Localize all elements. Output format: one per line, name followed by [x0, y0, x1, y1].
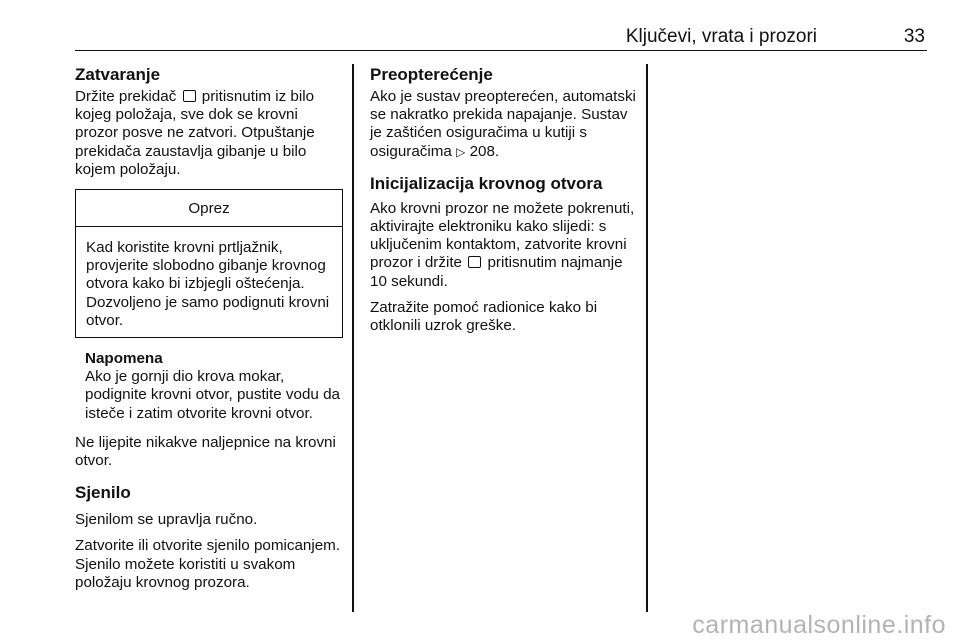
overload-ref: 208. — [469, 142, 500, 160]
overload-text — [370, 88, 642, 161]
sunblind-text-2: Zatvorite ili otvorite sjenilo pomicanjem. Sjenilo možete koristiti u svakom položaju krovnog prozora. — [75, 537, 341, 591]
note-title: Napomena — [85, 350, 163, 368]
page-number: 33 — [903, 26, 925, 47]
closing-text — [75, 88, 343, 179]
sunblind-heading: Sjenilo — [75, 483, 131, 503]
left-column — [75, 64, 343, 592]
init-text-2: Zatražite pomoć radionice kako bi otklonili uzrok greške. — [370, 298, 598, 335]
column-divider-2 — [646, 64, 648, 612]
arrow-right-icon: ▷ — [456, 144, 466, 159]
init-heading: Inicijalizacija krovnog otvora — [370, 173, 603, 193]
chapter-title: Ključevi, vrata i prozori — [625, 26, 817, 47]
caution-text: Kad koristite krovni prtljažnik, provjerite slobodno gibanje krovnog otvora kako bi izbjegli oštećenja. Dozvoljeno je samo podignuti krovni otvor. — [86, 239, 330, 329]
switch-icon — [468, 256, 481, 268]
init-text-a: Ako krovni prozor ne možete pokrenuti, aktivirajte elektroniku kako slijedi: s uključenim kontaktom, zatvorite krovni prozor i držite — [370, 199, 635, 272]
overload-heading: Preopterećenje — [370, 65, 493, 84]
caution-title: Oprez — [76, 190, 342, 227]
init-text-b: pritisnutim najmanje 10 sekundi. — [370, 254, 623, 290]
closing-text-a: Držite prekidač — [75, 88, 177, 105]
switch-icon — [183, 90, 196, 102]
init-text — [370, 200, 642, 291]
page-header — [75, 24, 927, 51]
note-text: Ako je gornji dio krova mokar, podignite krovni otvor, pustite vodu da isteče i zatim otvorite krovni otvor. — [85, 368, 340, 422]
watermark: carmanualsonline.info — [692, 611, 946, 639]
overload-text-main: Ako je sustav preopterećen, automatski se nakratko prekida napajanje. Sustav je zaštićen osiguračima u kutiji s osiguračima — [370, 88, 636, 160]
sunblind-text-1: Sjenilom se upravlja ručno. — [75, 511, 258, 529]
stickers-text: Ne lijepite nikakve naljepnice na krovni otvor. — [75, 433, 336, 470]
column-divider-1 — [352, 64, 354, 612]
middle-column — [370, 64, 642, 335]
caution-box — [75, 189, 343, 338]
note-block — [75, 350, 343, 423]
closing-heading: Zatvaranje — [75, 65, 161, 84]
closing-text-b: pritisnutim iz bilo kojeg položaja, sve dok se krovni prozor posve ne zatvori. Otpuštanje prekidača zaustavlja gibanje u bilo kojem položaju. — [75, 88, 315, 178]
